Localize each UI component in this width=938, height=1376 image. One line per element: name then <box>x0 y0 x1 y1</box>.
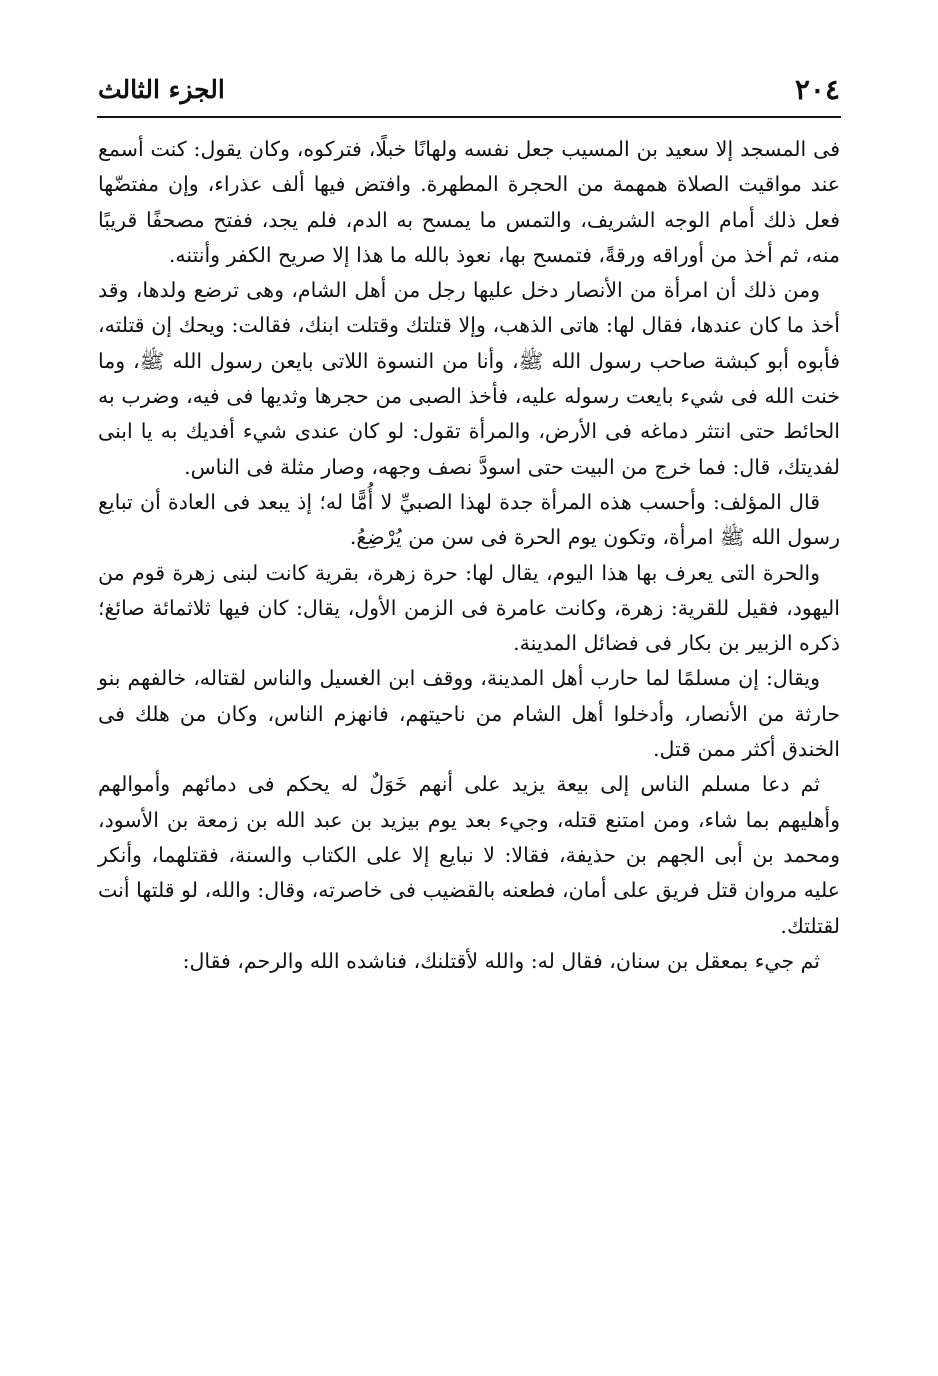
paragraph-7: ثم جيء بمعقل بن سنان، فقال له: والله لأقتلنك، فناشده الله والرحم، فقال: <box>182 948 820 973</box>
paragraph-5: ويقال: إن مسلمًا لما حارب أهل المدينة، ووقف ابن الغسيل والناس لقتاله، خالفهم بنو حارثة من الأنصار، وأدخلوا أهل الشام من ناحيتهم، فانهزم الناس، وكان من هلك فى الخندق أكثر ممن قتل. <box>98 666 840 762</box>
paragraph-2: ومن ذلك أن امرأة من الأنصار دخل عليها رجل من أهل الشام، وهى ترضع ولدها، وقد أخذ ما كان عندها، فقال لها: هاتى الذهب، وإلا قتلتك وقتلت ابنك، فقالت: ويحك إن قتلته، فأبوه أبو كبشة صاحب رسول الله ﷺ، وأنا من النسوة اللاتى بايعن رسول الله ﷺ، وما خنت الله فى شيء بايعت رسوله عليه، فأخذ الصبى من حجرها وثديها فى فيه، وضرب به الحائط حتى انتثر دماغه فى الأرض، والمرأة تقول: لو كان عندى شيء أفديك به يا ابنى لفديتك، قال: فما خرج من البيت حتى اسودَّ نصف وجهه، وصار مثلة فى الناس. <box>98 278 840 479</box>
paragraph-6: ثم دعا مسلم الناس إلى بيعة يزيد على أنهم خَوَلٌ له يحكم فى دمائهم وأموالهم وأهليهم بما شاء، ومن امتنع قتله، وجيء بعد يوم بيزيد بن عبد الله بن زمعة بن الأسود، ومحمد بن أبى الجهم بن حذيفة، فقالا: لا نبايع إلا على الكتاب والسنة، فقتلهما، وأنكر عليه مروان قتل فريق على أمان، فطعنه بالقضيب فى خاصرته، وقال: والله، لو قلتها أنت لقتلتك. <box>98 772 840 938</box>
paragraph-3: قال المؤلف: وأحسب هذه المرأة جدة لهذا الصبيِّ لا أُمًّا له؛ إذ يبعد فى العادة أن تبايع رسول الله ﷺ امرأة، وتكون يوم الحرة فى سن من يُرْضِعُ. <box>98 489 840 550</box>
header-divider <box>97 116 841 118</box>
paragraph-1: فى المسجد إلا سعيد بن المسيب جعل نفسه ولهانًا خبلًا، فتركوه، وكان يقول: كنت أسمع عند مواقيت الصلاة همهمة من الحجرة المطهرة. وافتض فيها ألف عذراء، وإن مفتضّها فعل ذلك أمام الوجه الشريف، والتمس ما يمسح به الدم، فلم يجد، ففتح مصحفًا قريبًا منه، ثم أخذ من أوراقه ورقةً، فتمسح بها، نعوذ بالله ما هذا إلا صريح الكفر وأنتنه. <box>98 137 840 267</box>
page-number: ٢٠٤ <box>794 72 840 106</box>
page-header <box>98 64 840 114</box>
volume-title: الجزء الثالث <box>98 74 225 104</box>
paragraph-4: والحرة التى يعرف بها هذا اليوم، يقال لها: حرة زهرة، بقرية كانت لبنى زهرة قوم من اليهود، فقيل للقرية: زهرة، وكانت عامرة فى الزمن الأول، يقال: كان فيها ثلاثمائة صائغ؛ ذكره الزبير بن بكار فى فضائل المدينة. <box>98 560 840 656</box>
page-body <box>98 132 840 979</box>
